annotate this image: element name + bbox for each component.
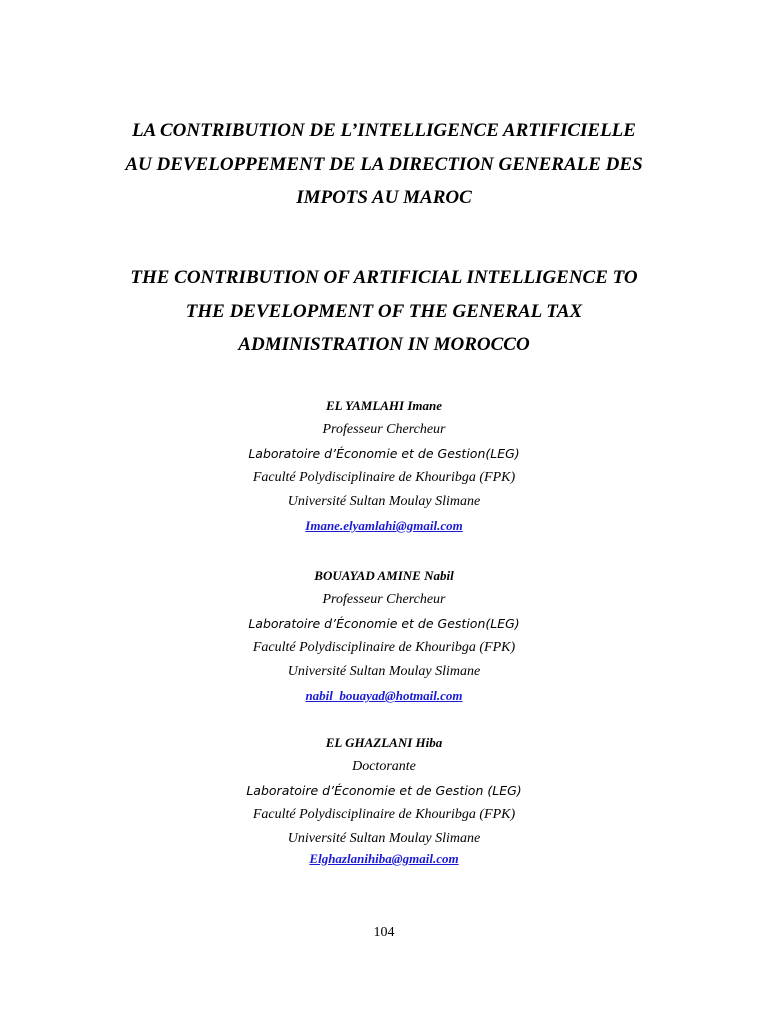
author-faculty: Faculté Polydisciplinaire de Khouribga (FPK) <box>252 640 516 655</box>
english-title-line-3: ADMINISTRATION IN MOROCCO <box>238 334 530 355</box>
author-university: Université Sultan Moulay Slimane <box>287 664 481 679</box>
author-name: EL YAMLAHI Imane <box>325 398 443 413</box>
author-email-link[interactable]: Elghazlanihiba@gmail.com <box>309 851 459 866</box>
english-title <box>0 261 768 362</box>
french-title-line-1: LA CONTRIBUTION DE L’INTELLIGENCE ARTIFICIELLE <box>132 120 636 141</box>
author-university: Université Sultan Moulay Slimane <box>287 494 481 509</box>
author-faculty: Faculté Polydisciplinaire de Khouribga (FPK) <box>252 807 516 822</box>
french-title-line-2: AU DEVELOPPEMENT DE LA DIRECTION GENERALE DES <box>125 153 643 175</box>
author-lab: Laboratoire d’Économie et de Gestion(LEG) <box>248 616 520 631</box>
author-email-link[interactable]: nabil_bouayad@hotmail.com <box>305 688 463 703</box>
author-name: EL GHAZLANI Hiba <box>325 735 443 750</box>
author-name: BOUAYAD AMINE Nabil <box>314 568 454 583</box>
author-faculty: Faculté Polydisciplinaire de Khouribga (FPK) <box>252 470 516 485</box>
author-role: Professeur Chercheur <box>322 592 446 607</box>
english-title-line-1: THE CONTRIBUTION OF ARTIFICIAL INTELLIGENCE TO <box>130 267 638 288</box>
french-title <box>0 114 768 215</box>
author-block-1 <box>0 394 768 538</box>
english-title-line-2: THE DEVELOPMENT OF THE GENERAL TAX <box>185 300 583 322</box>
author-block-2 <box>0 564 768 708</box>
french-title-line-3: IMPOTS AU MAROC <box>296 187 472 208</box>
author-block-3 <box>0 731 768 867</box>
author-email-link[interactable]: Imane.elyamlahi@gmail.com <box>305 518 463 533</box>
author-lab: Laboratoire d’Économie et de Gestion (LEG) <box>246 783 522 798</box>
author-role: Professeur Chercheur <box>322 422 446 437</box>
page-number: 104 <box>373 925 395 940</box>
author-role: Doctorante <box>352 759 416 774</box>
author-university: Université Sultan Moulay Slimane <box>287 831 481 846</box>
author-lab: Laboratoire d’Économie et de Gestion(LEG) <box>248 446 520 461</box>
